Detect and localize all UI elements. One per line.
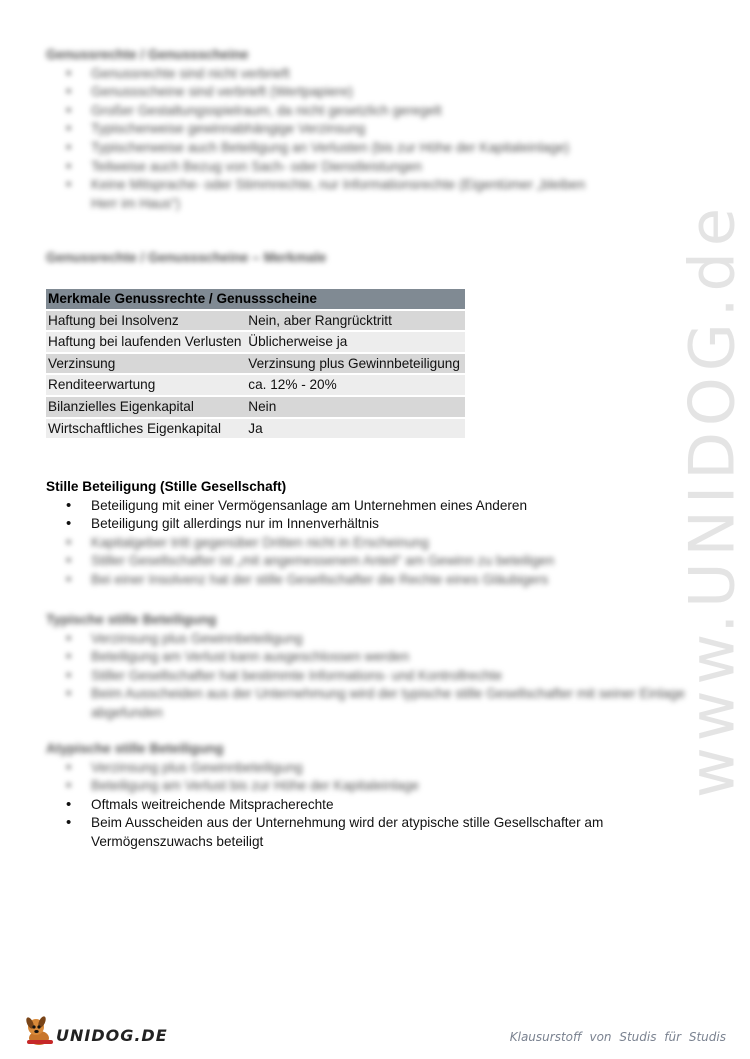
bullet-list bbox=[46, 65, 696, 214]
bullet-list bbox=[46, 759, 696, 852]
list-item: • Oftmals weitreichende Mitspracherechte bbox=[46, 796, 696, 815]
list-item: • Verzinsung plus Gewinnbeteiligung bbox=[46, 759, 696, 778]
merkmale-table bbox=[46, 287, 465, 440]
atypische-section bbox=[46, 740, 696, 852]
table-cell-label: Haftung bei laufenden Verlusten bbox=[46, 332, 246, 352]
list-item: • Beteiligung mit einer Vermögensanlage am Unternehmen eines Anderen bbox=[46, 497, 696, 516]
section-heading: Typische stille Beteiligung bbox=[46, 612, 217, 627]
table-row bbox=[46, 354, 465, 374]
list-item: • Großer Gestaltungsspielraum, da nicht gesetzlich geregelt bbox=[46, 102, 696, 121]
genussrechte-section bbox=[46, 46, 696, 213]
table-title: Merkmale Genussrechte / Genussscheine bbox=[46, 289, 465, 309]
table-row bbox=[46, 375, 465, 395]
dog-mascot-icon bbox=[24, 1014, 58, 1048]
list-item: • Kapitalgeber tritt gegenüber Dritten nicht in Erscheinung bbox=[46, 534, 696, 553]
footer-logo bbox=[24, 1014, 168, 1048]
list-item: • Stiller Gesellschafter ist „mit angemessenem Anteil“ am Gewinn zu beteiligen bbox=[46, 552, 696, 571]
table-cell-value: ca. 12% - 20% bbox=[246, 375, 465, 395]
list-item: • Typischerweise auch Beteiligung an Verlusten (bis zur Höhe der Kapitaleinlage) bbox=[46, 139, 696, 158]
table-cell-label: Bilanzielles Eigenkapital bbox=[46, 397, 246, 417]
list-item: • Verzinsung plus Gewinnbeteiligung bbox=[46, 630, 696, 649]
section-heading: Stille Beteiligung (Stille Gesellschaft) bbox=[46, 479, 287, 494]
table-cell-value: Üblicherweise ja bbox=[246, 332, 465, 352]
bullet-list bbox=[46, 630, 696, 723]
table-cell-value: Ja bbox=[246, 419, 465, 439]
list-item: • Genussrechte sind nicht verbrieft bbox=[46, 65, 696, 84]
table-row bbox=[46, 332, 465, 352]
list-item: • Typischerweise gewinnabhängige Verzinsung bbox=[46, 120, 696, 139]
table-cell-label: Haftung bei Insolvenz bbox=[46, 311, 246, 331]
section-heading: Genussrechte / Genussscheine bbox=[46, 47, 249, 62]
table-cell-label: Verzinsung bbox=[46, 354, 246, 374]
table-row bbox=[46, 311, 465, 331]
list-item: • Beteiligung am Verlust bis zur Höhe der Kapitaleinlage bbox=[46, 777, 696, 796]
logo-text: UNIDOG.DE bbox=[56, 1025, 168, 1045]
section-heading: Atypische stille Beteiligung bbox=[46, 741, 224, 756]
list-item: • Beteiligung gilt allerdings nur im Innenverhältnis bbox=[46, 515, 696, 534]
list-item: • Beim Ausscheiden aus der Unternehmung wird der atypische stille Gesellschafter am Vermögenszuwachs beteiligt bbox=[46, 814, 651, 851]
table-row bbox=[46, 397, 465, 417]
table-header-row bbox=[46, 289, 465, 309]
table-cell-label: Renditeerwartung bbox=[46, 375, 246, 395]
list-item: • Teilweise auch Bezug von Sach- oder Dienstleistungen bbox=[46, 158, 696, 177]
table-cell-value: Verzinsung plus Gewinnbeteiligung bbox=[246, 354, 465, 374]
list-item: • Bei einer Insolvenz hat der stille Gesellschafter die Rechte eines Gläubigers bbox=[46, 571, 696, 590]
table-cell-value: Nein bbox=[246, 397, 465, 417]
typische-section bbox=[46, 611, 696, 723]
table-cell-label: Wirtschaftliches Eigenkapital bbox=[46, 419, 246, 439]
list-item: • Genussscheine sind verbrieft (Wertpapiere) bbox=[46, 83, 696, 102]
stille-section bbox=[46, 478, 696, 590]
list-item: • Beteiligung am Verlust kann ausgeschlossen werden bbox=[46, 648, 696, 667]
footer-tagline: Klausurstoff von Studis für Studis bbox=[509, 1030, 726, 1044]
table-row bbox=[46, 419, 465, 439]
bullet-list bbox=[46, 497, 696, 590]
list-item: • Beim Ausscheiden aus der Unternehmung wird der typische stille Gesellschafter mit seiner Einlage abgefunden bbox=[46, 685, 696, 722]
list-item: • Keine Mitsprache- oder Stimmrechte, nur Informationsrechte (Eigentümer „bleiben Herr im Haus“) bbox=[46, 176, 591, 213]
watermark: www.UNIDOG.de bbox=[675, 202, 749, 798]
list-item: • Stiller Gesellschafter hat bestimmte Informations- und Kontrollrechte bbox=[46, 667, 696, 686]
merkmale-heading: Genussrechte / Genussscheine – Merkmale bbox=[46, 250, 327, 265]
table-cell-value: Nein, aber Rangrücktritt bbox=[246, 311, 465, 331]
